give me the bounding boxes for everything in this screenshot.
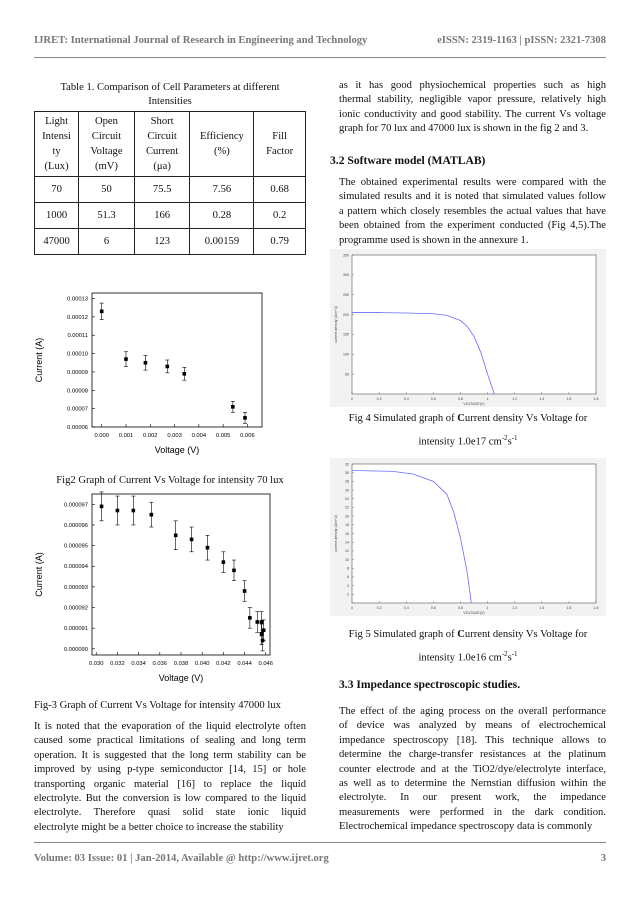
x-tick-label: 1.6 [566, 397, 572, 401]
header-line: Open [94, 116, 118, 127]
y-tick-label: 50 [345, 372, 349, 377]
header-line: Circuit [147, 131, 177, 142]
x-tick-label: 1 [486, 397, 489, 401]
data-point [165, 365, 169, 369]
x-tick-label: 0.005 [215, 433, 231, 439]
issn: eISSN: 2319-1163 | pISSN: 2321-7308 [437, 35, 606, 46]
data-point [100, 310, 104, 314]
text-line: as it has good physiochemical properties such as high [339, 80, 606, 91]
data-point [255, 620, 259, 624]
text-line: a pattern which closely resembles the actual values that have [339, 205, 606, 217]
y-tick-label: 0.000097 [63, 502, 88, 509]
x-tick-label: 0.040 [194, 661, 210, 667]
y-tick-label: 150 [343, 332, 349, 337]
fig5-caption-line2 [330, 647, 606, 666]
y-tick-label: 2 [347, 592, 349, 597]
x-axis-label: VOLTAGE(V) [463, 611, 485, 615]
table-cell: 50 [79, 177, 135, 203]
y-tick-label: 0.00012 [67, 314, 88, 321]
header-line: (mV) [94, 161, 118, 172]
running-footer [34, 853, 606, 864]
table-cell: 123 [134, 229, 190, 255]
x-tick-label: 0.004 [191, 433, 207, 439]
data-point [243, 589, 247, 593]
y-tick-label: 8 [347, 566, 349, 571]
y-tick-label: 32 [345, 462, 349, 467]
y-tick-label: 4 [347, 583, 349, 588]
y-tick-label: 200 [343, 312, 349, 317]
text-line: Electrochemical impedance spectroscopy data is commonly [339, 821, 593, 833]
x-axis-label: VOLTAGE(V) [463, 402, 485, 406]
page-number: 3 [600, 853, 606, 864]
data-point [116, 509, 120, 513]
y-axis-label: current density (A/m^2) [334, 305, 338, 344]
data-point [206, 546, 210, 550]
fig5-caption-s: s [507, 652, 512, 664]
table-cell: 0.00159 [190, 229, 254, 255]
x-tick-label: 0.046 [258, 661, 274, 667]
header-line: Intensi [42, 131, 71, 142]
table-header-row [35, 112, 306, 177]
x-tick-label: 0.036 [152, 661, 168, 667]
header-line: Light [45, 116, 69, 127]
fig4-caption [330, 412, 606, 450]
text-line: as well as to determine the Nernstian diffusion within the [339, 778, 606, 790]
y-tick-label: 0.00010 [67, 351, 88, 358]
table-caption [34, 81, 306, 110]
table-cell: 0.79 [254, 229, 306, 255]
table-cell: 0.2 [254, 203, 306, 229]
table-header-cell [254, 112, 306, 177]
x-tick-label: 1 [486, 606, 489, 610]
y-tick-label: 22 [345, 505, 349, 510]
header-line: Current [145, 146, 179, 157]
text-line: The effect of the aging process on the overall performance [339, 706, 606, 717]
section-3-3-paragraph [339, 705, 606, 835]
fig5-caption-text: intensity 1.0e16 cm [418, 652, 502, 664]
fig5-caption-line1: Fig 5 Simulated graph of Current density Vs Voltage for [348, 629, 588, 640]
x-tick-label: 0.002 [143, 433, 158, 439]
y-tick-label: 18 [345, 523, 349, 528]
bold-initial: C [457, 629, 465, 640]
y-tick-label: 0.000092 [63, 605, 88, 612]
y-tick-label: 0.00008 [67, 388, 88, 395]
header-line: (μa) [153, 161, 171, 172]
y-axis-label: Current (A) [34, 552, 44, 597]
text-line: electrolyte. In our present work, the impedance [339, 792, 606, 804]
y-axis-label: Current (A) [34, 337, 44, 383]
y-tick-label: 0.00011 [67, 333, 88, 340]
x-tick-label: 0 [351, 397, 353, 401]
fig3-chart [34, 488, 306, 686]
header-rule [34, 57, 606, 58]
text-line: impedance spectroscopy [18]. This technique allows to [339, 734, 606, 746]
left-paragraph [34, 720, 306, 835]
table-cell: 51.3 [79, 203, 135, 229]
parameters-table [34, 111, 306, 255]
table-cell: 6 [79, 229, 135, 255]
text-line: graph for 70 lux and 47000 lux is shown in the fig 2 and 3. [339, 123, 589, 135]
text-line: counter electrode and at the TiO2/dye/electrolyte interface, [339, 763, 606, 775]
table-cell: 166 [134, 203, 190, 229]
x-tick-label: 0.003 [167, 433, 182, 439]
fig4-caption-line1: Fig 4 Simulated graph of Current density Vs Voltage for [348, 413, 588, 424]
text-line: programme used is shown in the annexure 1. [339, 234, 529, 246]
header-line: Voltage [90, 146, 123, 157]
right-top-paragraph [339, 79, 606, 137]
table-cell: 47000 [35, 229, 79, 255]
table-row [35, 177, 306, 203]
y-tick-label: 12 [345, 549, 349, 554]
running-header [34, 35, 606, 46]
text-line: thermal stability, negligible vapor pressure, relatively high [339, 94, 606, 106]
y-tick-label: 28 [345, 479, 349, 484]
fig5-caption-sup2: -1 [511, 650, 518, 659]
header-line: Circuit [91, 131, 122, 142]
x-tick-label: 0.032 [110, 661, 125, 667]
x-tick-label: 0.034 [131, 661, 146, 667]
data-point [260, 620, 264, 624]
y-axis-label: current density (A/m^2) [334, 514, 338, 553]
x-tick-label: 0.8 [457, 606, 463, 610]
data-point [144, 361, 148, 365]
x-tick-label: 0.4 [403, 606, 409, 610]
data-point [231, 405, 235, 409]
x-tick-label: 0.038 [173, 661, 189, 667]
y-tick-label: 10 [345, 557, 349, 562]
y-tick-label: 0.00013 [67, 296, 88, 303]
data-point [182, 372, 186, 376]
text-line: improved by using p-type semiconductor [14, 15] or hole [34, 764, 306, 776]
header-line: Short [150, 116, 174, 127]
text-line: transporting organic material [16] to replace the liquid [34, 778, 306, 790]
x-tick-label: 0.4 [403, 397, 409, 401]
text-line: electrolyte might be a better choice to increase the stability [34, 821, 284, 833]
y-tick-label: 6 [347, 575, 349, 580]
x-tick-label: 1.4 [539, 606, 545, 610]
x-tick-label: 0.000 [94, 433, 109, 439]
section-3-2-paragraph [339, 176, 606, 248]
text-line: It is noted that the evaporation of the liquid electrolyte often [34, 721, 306, 732]
fig4-caption-sup1: -2 [501, 434, 508, 443]
section-3-2-title: 3.2 Software model (MATLAB) [330, 154, 486, 167]
y-tick-label: 300 [343, 273, 349, 278]
text-line: measurements were performed in the dark condition. [339, 806, 606, 818]
y-tick-label: 14 [345, 540, 349, 545]
fig4-caption-text: intensity 1.0e17 cm [418, 436, 502, 448]
table-header-cell [134, 112, 190, 177]
section-3-3-title: 3.3 Impedance spectroscopic studies. [339, 678, 521, 691]
x-axis-label: Voltage (V) [158, 673, 204, 683]
text-line: electrolyte. Therefore quasi solid state ionic liquid [34, 807, 306, 819]
fig4-caption-sup2: -1 [511, 434, 518, 443]
data-point [262, 628, 266, 632]
text-line: electrolyte. But the conversion is low compared to the liquid [34, 793, 306, 805]
bold-initial: C [457, 413, 465, 424]
table-cell: 1000 [35, 203, 79, 229]
header-line: (%) [213, 146, 230, 157]
x-tick-label: 1.4 [539, 397, 545, 401]
x-tick-label: 0.006 [240, 433, 255, 439]
y-tick-label: 0.000096 [63, 522, 88, 529]
data-point [190, 538, 194, 542]
plot-frame [352, 464, 596, 603]
table-header-cell [35, 112, 79, 177]
table-header-cell [79, 112, 135, 177]
x-tick-label: 0.6 [430, 397, 436, 401]
header-line: Fill [272, 131, 288, 142]
x-tick-label: 0.042 [216, 661, 231, 667]
data-point [124, 357, 128, 361]
text-line: ionic conductivity and good stability. The current Vs voltage [339, 108, 606, 120]
y-tick-label: 0.00007 [67, 406, 88, 413]
header-line: (Lux) [44, 161, 69, 172]
table-row [35, 203, 306, 229]
fig5-caption-sup1: -2 [501, 650, 508, 659]
table-cell: 0.28 [190, 203, 254, 229]
x-tick-label: 0.2 [376, 606, 382, 610]
x-tick-label: 0.2 [376, 397, 382, 401]
y-tick-label: 100 [343, 352, 349, 357]
y-tick-label: 24 [345, 497, 349, 502]
plot-frame [352, 255, 596, 394]
fig4-chart [330, 249, 606, 407]
y-tick-label: 30 [345, 470, 349, 475]
data-point [174, 533, 178, 537]
fig3-caption: Fig-3 Graph of Current Vs Voltage for intensity 47000 lux [34, 700, 281, 711]
fig2-chart [34, 283, 306, 463]
table-cell: 0.68 [254, 177, 306, 203]
x-tick-label: 0.8 [457, 397, 463, 401]
x-tick-label: 0 [351, 606, 353, 610]
x-tick-label: 1.8 [593, 397, 599, 401]
plot-frame [92, 293, 262, 427]
table-caption-line1: Table 1. Comparison of Cell Parameters at different [60, 82, 280, 93]
fig2-caption: Fig2 Graph of Current Vs Voltage for intensity 70 lux [56, 475, 284, 486]
plot-frame [92, 494, 270, 655]
x-axis-label: Voltage (V) [154, 445, 200, 455]
footer-volume: Volume: 03 Issue: 01 | Jan-2014, Available @ http://www.ijret.org [34, 853, 329, 864]
y-tick-label: 16 [345, 531, 349, 536]
header-line: Factor [266, 146, 294, 157]
y-tick-label: 0.00006 [67, 425, 88, 431]
table-header-cell [190, 112, 254, 177]
table-cell: 7.56 [190, 177, 254, 203]
x-tick-label: 1.2 [512, 397, 518, 401]
fig5-caption [330, 628, 606, 666]
fig4-caption-s: s [507, 436, 512, 448]
y-tick-label: 0.000093 [63, 584, 88, 591]
table-cell: 75.5 [134, 177, 190, 203]
table-caption-line2: Intensities [148, 96, 192, 108]
x-tick-label: 1.6 [566, 606, 572, 610]
data-point [248, 616, 252, 620]
y-tick-label: 250 [343, 293, 349, 298]
text-line: operation. It is suggested that the long term stability can be [34, 749, 306, 761]
x-tick-label: 0.044 [237, 661, 252, 667]
x-tick-label: 0.001 [118, 433, 134, 439]
text-line: of device was analyzed by means of electrochemical [339, 720, 606, 732]
y-tick-label: 26 [345, 488, 349, 493]
x-tick-label: 1.8 [593, 606, 599, 610]
x-tick-label: 1.2 [512, 606, 518, 610]
y-tick-label: 0.000095 [63, 543, 88, 550]
x-tick-label: 0.030 [88, 661, 104, 667]
y-tick-label: 0.000094 [63, 564, 88, 571]
table-row [35, 229, 306, 255]
data-point [150, 513, 154, 517]
text-line: simulated results and it is noted that simulated values follow [339, 191, 606, 203]
fig4-caption-line2 [330, 431, 606, 450]
journal-name: IJRET: International Journal of Research in Engineering and Technology [34, 35, 368, 46]
y-tick-label: 0.000091 [63, 626, 88, 633]
text-line: The obtained experimental results were compared with the [339, 177, 606, 188]
y-tick-label: 350 [343, 253, 349, 258]
fig5-chart [330, 458, 606, 616]
text-line: been obtained from the experiment conducted (Fig 4,5).The [339, 220, 606, 232]
y-tick-label: 20 [345, 514, 349, 519]
table-cell: 70 [35, 177, 79, 203]
text-line: determine the charge-transfer resistances at the platinum [339, 749, 606, 761]
data-point [222, 560, 226, 564]
x-tick-label: 0.6 [430, 606, 436, 610]
data-point [232, 569, 236, 573]
header-line: ty [52, 146, 61, 157]
header-line: Efficiency [199, 131, 244, 142]
data-point [132, 509, 136, 513]
footer-rule [34, 842, 606, 843]
y-tick-label: 0.00009 [67, 369, 88, 376]
y-tick-label: 0.000090 [63, 646, 88, 653]
text-line: caused some practical limitations of sealing and long term [34, 735, 306, 747]
data-point [243, 416, 247, 420]
data-point [100, 505, 104, 509]
